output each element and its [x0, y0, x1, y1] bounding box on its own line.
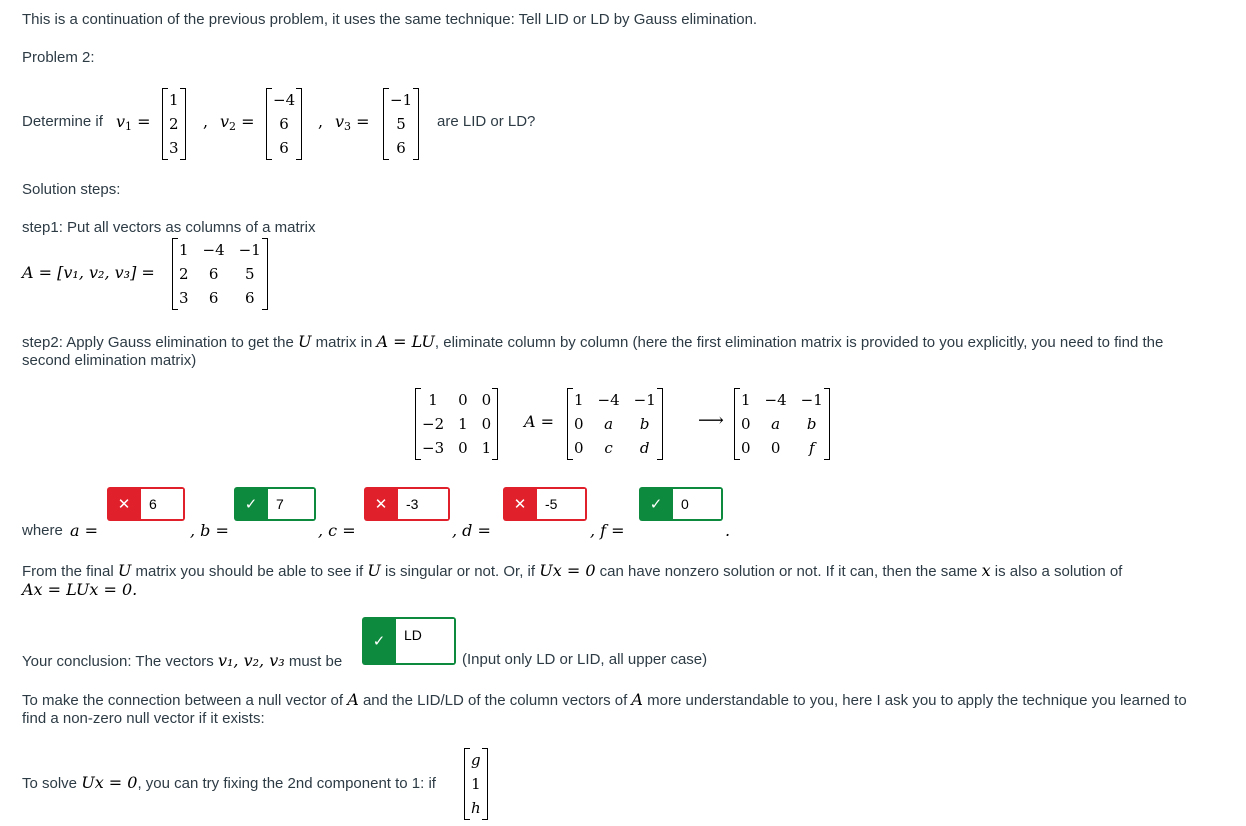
matrix-entry: 5 — [396, 115, 406, 133]
matrix-entry: a — [771, 415, 781, 433]
final-note-line2: Ax = LUx = 0. — [22, 580, 138, 599]
step2-line2: second elimination matrix) — [22, 352, 197, 369]
matrix-entry: 0 — [770, 439, 781, 457]
matrix-entry: 0 — [481, 415, 492, 433]
matrix-entry: −4 — [202, 241, 225, 259]
matrix-entry: 1 — [169, 91, 179, 109]
matrix-entry: −4 — [597, 391, 620, 409]
matrix-entry: −4 — [273, 91, 296, 109]
check-icon: ✓ — [649, 496, 663, 513]
answer-d-box[interactable] — [503, 487, 587, 521]
intro-text: This is a continuation of the previous problem, it uses the same technique: Tell LID or LD by Gauss elimination. — [22, 11, 758, 28]
answer-f-box[interactable] — [639, 487, 723, 521]
b-label: , b = — [190, 521, 229, 540]
elimination-matrix-E1 — [415, 390, 498, 458]
matrix-entry: 3 — [179, 289, 189, 307]
matrix-entry: 6 — [244, 289, 255, 307]
v2-label: $v_2$ = — [220, 112, 255, 133]
matrix-entry: g — [471, 751, 481, 769]
final-note-line1: From the final U matrix you should be able to see if U is singular or not. Or, if Ux = 0 can have nonzero solution or not. If it can, then the same x is also a solution of — [22, 561, 1123, 580]
matrix-entry: 1 — [741, 391, 751, 409]
answer-a-box[interactable] — [107, 487, 185, 521]
matrix-entry: −1 — [390, 91, 413, 109]
matrix-entry: b — [806, 415, 817, 433]
matrix-entry: −2 — [422, 415, 445, 433]
matrix-entry: 0 — [458, 439, 468, 457]
conclusion-answer-box[interactable] — [362, 617, 456, 665]
answer-c-box[interactable] — [364, 487, 450, 521]
answer-a-input[interactable]: 6 — [141, 489, 183, 519]
comma: , — [203, 112, 209, 131]
matrix-entry: −4 — [764, 391, 787, 409]
period: . — [725, 521, 731, 540]
matrix-entry: 0 — [458, 391, 468, 409]
matrix-entry: 2 — [169, 115, 179, 133]
matrix-entry: 0 — [574, 439, 584, 457]
v1-vector — [162, 90, 186, 158]
problem-label: Problem 2: — [22, 49, 95, 66]
v3-label: $v_3$ = — [335, 112, 370, 133]
matrix-entry: f — [808, 439, 815, 457]
null-vector-line1: To make the connection between a null vector of A and the LID/LD of the column vectors of A more understandable to you, here I ask you to apply the technique you learned to — [22, 690, 1187, 709]
matrix-entry: −3 — [422, 439, 445, 457]
matrix-entry: b — [639, 415, 650, 433]
matrix-entry: −1 — [633, 391, 656, 409]
step1-lhs: A = [v₁, v₂, v₃] = — [22, 263, 155, 282]
matrix-entry: 6 — [279, 115, 289, 133]
answer-c-input[interactable]: -3 — [398, 489, 448, 519]
solve-text: To solve Ux = 0, you can try fixing the 2nd component to 1: if — [22, 773, 436, 792]
A-equals: A = — [524, 412, 555, 431]
close-icon: ✕ — [513, 496, 527, 513]
matrix-entry: 0 — [741, 415, 751, 433]
matrix-entry: 0 — [741, 439, 751, 457]
matrix-entry: c — [604, 439, 613, 457]
answer-f-input[interactable]: 0 — [673, 489, 721, 519]
matrix-entry: 5 — [244, 265, 255, 283]
matrix-entry: 1 — [458, 415, 468, 433]
comma: , — [318, 112, 324, 131]
conclusion-input[interactable]: LD — [396, 619, 454, 663]
d-label: , d = — [452, 521, 491, 540]
matrix-entry: 0 — [574, 415, 584, 433]
matrix-entry: 1 — [481, 439, 492, 457]
matrix-entry: 1 — [471, 775, 481, 793]
v3-vector — [383, 90, 419, 158]
matrix-entry: 1 — [574, 391, 584, 409]
close-icon: ✕ — [374, 496, 388, 513]
matrix-entry: −1 — [238, 241, 261, 259]
arrow-icon: ⟶ — [698, 410, 724, 431]
determine-suffix: are LID or LD? — [437, 113, 536, 130]
matrix-entry: 3 — [169, 139, 179, 157]
null-vector-line2: find a non-zero null vector if it exists: — [22, 710, 265, 727]
check-icon: ✓ — [244, 496, 258, 513]
matrix-entry: 1 — [179, 241, 189, 259]
conclusion-text: Your conclusion: The vectors v₁, v₂, v₃ must be — [22, 651, 343, 670]
matrix-entry: 6 — [208, 265, 219, 283]
close-icon: ✕ — [117, 496, 131, 513]
conclusion-hint: (Input only LD or LID, all upper case) — [462, 651, 708, 668]
null-vector-guess — [464, 750, 488, 818]
answer-b-input[interactable]: 7 — [268, 489, 314, 519]
a-label: a = — [70, 521, 99, 540]
matrix-entry: a — [604, 415, 614, 433]
matrix-entry: 0 — [481, 391, 492, 409]
matrix-entry: 1 — [428, 391, 438, 409]
matrix-M1 — [567, 390, 663, 458]
where-prefix: where — [22, 522, 63, 539]
matrix-A — [172, 240, 268, 308]
determine-prefix: Determine if — [22, 113, 103, 130]
matrix-entry: 2 — [179, 265, 189, 283]
v2-vector — [266, 90, 302, 158]
step1-text: step1: Put all vectors as columns of a matrix — [22, 219, 316, 236]
step2-line1: step2: Apply Gauss elimination to get the U matrix in A = LU, eliminate column by column (here the first elimination matrix is provided to you explicitly, you need to find the — [22, 332, 1164, 351]
f-label: , f = — [590, 521, 625, 540]
matrix-entry: h — [471, 799, 481, 817]
v1-label: $v_1$ = — [116, 112, 151, 133]
c-label: , c = — [318, 521, 356, 540]
matrix-entry: 6 — [396, 139, 406, 157]
solution-steps-label: Solution steps: — [22, 181, 121, 198]
matrix-entry: 6 — [279, 139, 289, 157]
matrix-entry: 6 — [208, 289, 219, 307]
matrix-entry: −1 — [800, 391, 823, 409]
check-icon: ✓ — [372, 633, 386, 650]
answer-b-box[interactable] — [234, 487, 316, 521]
matrix-entry: d — [639, 439, 650, 457]
matrix-M2 — [734, 390, 830, 458]
answer-d-input[interactable]: -5 — [537, 489, 585, 519]
